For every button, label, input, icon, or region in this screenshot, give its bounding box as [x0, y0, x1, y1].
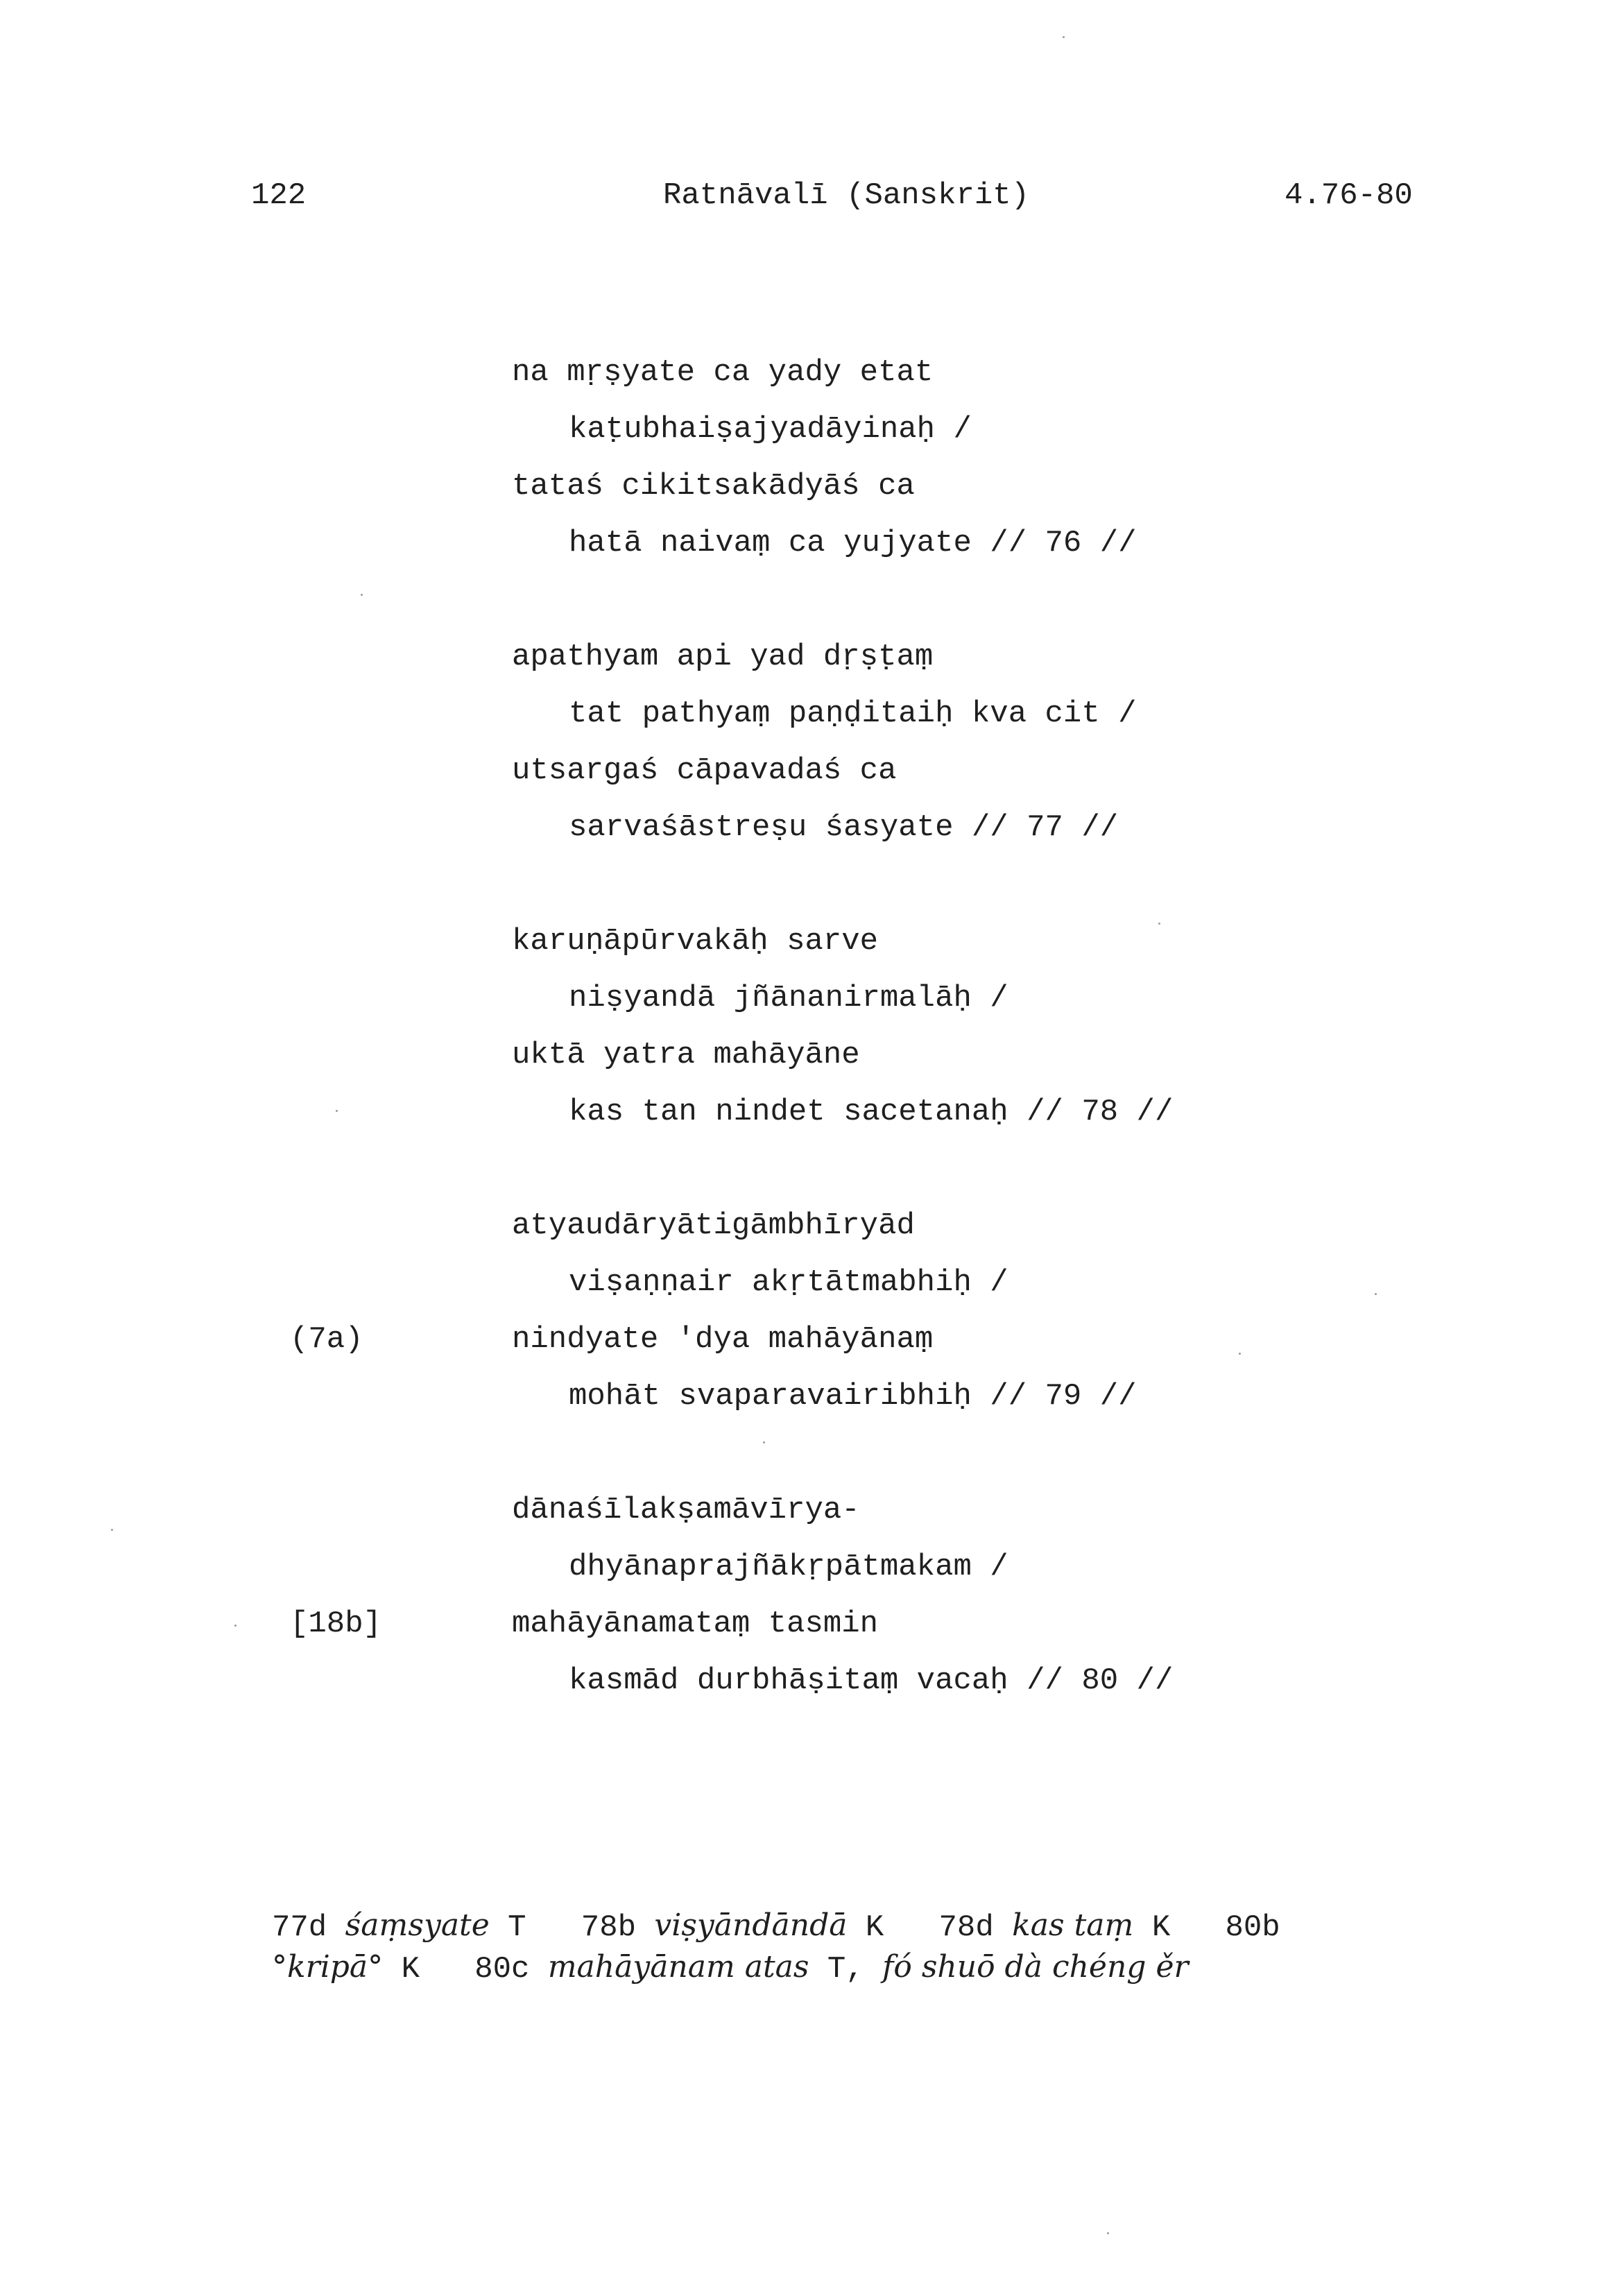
scan-speck	[1158, 923, 1160, 925]
verse-77	[512, 628, 1344, 856]
footnote-segment: viṣyāndāndā	[654, 1908, 848, 1943]
verse-line: dhyānaprajñākṛpātmakam /	[569, 1550, 1008, 1584]
verse-line: atyaudāryātigāmbhīryād	[512, 1208, 915, 1243]
page-number: 122	[251, 178, 307, 213]
verse-line: kas tan nindet sacetanaḥ // 78 //	[569, 1095, 1174, 1129]
verse-line: hatā naivaṃ ca yujyate // 76 //	[569, 526, 1137, 560]
verse-line: karuṇāpūrvakāḥ sarve	[512, 924, 879, 959]
verse-line: dānaśīlakṣamāvīrya-	[512, 1493, 860, 1527]
footnote-segment: kas taṃ	[1012, 1908, 1134, 1943]
footnote-segment: °kripā°	[272, 1949, 384, 1985]
footnote-line-1	[272, 1905, 1382, 1946]
footnote-segment: śaṃsyate	[345, 1908, 490, 1943]
variant-readings	[272, 1905, 1382, 1988]
footnote-segment: fó shuō dà chéng ěr	[882, 1949, 1189, 1985]
margin-note-tibetan-folio: (7a)	[290, 1322, 363, 1357]
footnote-line-2	[272, 1946, 1382, 1988]
verse-line: niṣyandā jñānanirmalāḥ /	[569, 981, 1008, 1016]
scan-speck	[361, 594, 363, 596]
verse-line: tataś cikitsakādyāś ca	[512, 469, 915, 504]
scan-speck	[111, 1529, 113, 1531]
verse-80	[512, 1482, 1344, 1709]
verse-line: utsargaś cāpavadaś ca	[512, 753, 897, 788]
verse-line: kaṭubhaiṣajyadāyinaḥ /	[569, 412, 972, 447]
footnote-segment: T 78b	[489, 1910, 655, 1945]
verse-76	[512, 344, 1344, 572]
verse-line: sarvaśāstreṣu śasyate // 77 //	[569, 810, 1119, 845]
verse-line: uktā yatra mahāyāne	[512, 1038, 860, 1072]
verse-78	[512, 913, 1344, 1140]
footnote-segment: 77d	[272, 1910, 345, 1945]
scan-speck	[1063, 36, 1065, 38]
scan-speck	[234, 1625, 237, 1627]
scan-speck	[1375, 1293, 1377, 1295]
verse-line: mohāt svaparavairibhiḥ // 79 //	[569, 1379, 1137, 1414]
scan-speck	[1239, 1353, 1241, 1355]
footnote-segment: K 80b	[1133, 1910, 1280, 1945]
verse-line: kasmād durbhāṣitaṃ vacaḥ // 80 //	[569, 1663, 1174, 1698]
verse-line: tat pathyaṃ paṇḍitaiḥ kva cit /	[569, 696, 1137, 731]
footnote-segment: T,	[809, 1952, 883, 1987]
footnote-segment: K 80c	[383, 1952, 548, 1987]
verse-79	[512, 1197, 1344, 1425]
verse-line: na mṛṣyate ca yady etat	[512, 355, 934, 390]
verse-line: apathyam api yad dṛṣṭaṃ	[512, 640, 934, 674]
scan-speck	[1107, 2232, 1109, 2234]
footnote-segment: mahāyānam atas	[547, 1949, 809, 1985]
verse-line: viṣaṇṇair akṛtātmabhiḥ /	[569, 1265, 1008, 1300]
running-title: Ratnāvalī (Sanskrit)	[663, 178, 1030, 213]
scan-speck	[336, 1110, 338, 1112]
verse-range: 4.76-80	[1285, 178, 1413, 213]
scan-speck	[763, 1441, 765, 1443]
margin-note-manuscript-folio: [18b]	[290, 1607, 382, 1641]
verse-line: mahāyānamataṃ tasmin	[512, 1607, 879, 1641]
footnote-segment: K 78d	[847, 1910, 1013, 1945]
verse-line: nindyate 'dya mahāyānaṃ	[512, 1322, 934, 1357]
